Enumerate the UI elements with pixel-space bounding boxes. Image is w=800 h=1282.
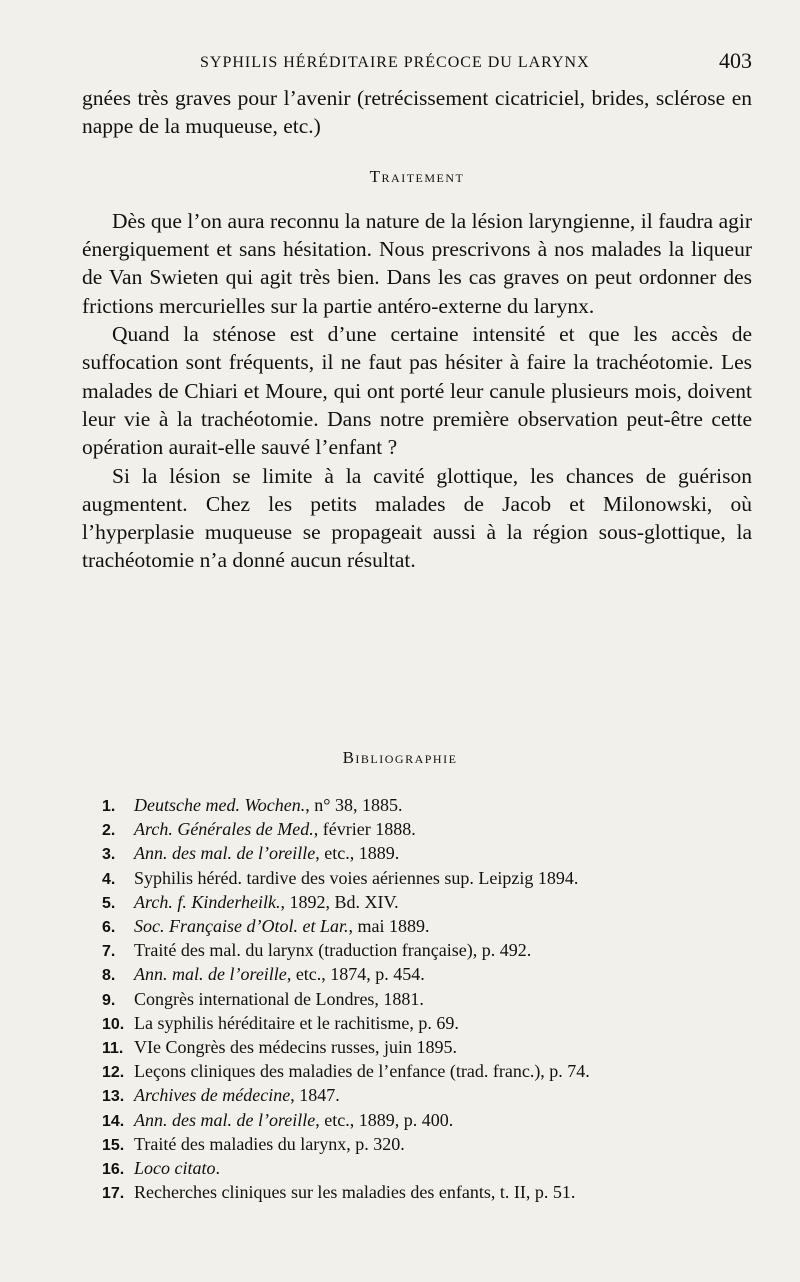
bibliography-entry bbox=[102, 1181, 762, 1205]
bibliography-entry bbox=[102, 891, 762, 915]
bibliography-entry bbox=[102, 1060, 762, 1084]
bibliography-entry bbox=[102, 939, 762, 963]
entry-number: 1. bbox=[102, 798, 116, 815]
bibliography-entry bbox=[102, 1036, 762, 1060]
entry-number: 16. bbox=[102, 1161, 125, 1179]
bibliography-entry bbox=[102, 963, 762, 987]
entry-source: Deutsche med. Wochen. bbox=[134, 795, 306, 815]
section-title: Traitement bbox=[369, 166, 465, 186]
entry-number: 15. bbox=[102, 1136, 125, 1154]
entry-details: , 1847. bbox=[290, 1085, 340, 1106]
entry-details: Traité des maladies du larynx, p. 320. bbox=[134, 1133, 405, 1154]
bibliography-title: Bibliographie bbox=[342, 748, 458, 767]
bibliography-entry bbox=[102, 867, 762, 891]
entry-details: Recherches cliniques sur les maladies des enfants, t. II, p. 51. bbox=[134, 1182, 576, 1203]
entry-details: , n° 38, 1885. bbox=[305, 795, 403, 815]
entry-source: Arch. f. Kinderheilk. bbox=[134, 891, 281, 912]
bibliography-entry bbox=[102, 794, 762, 818]
entry-details: , etc., 1874, p. 454. bbox=[286, 964, 425, 985]
entry-details: , etc., 1889. bbox=[315, 843, 400, 864]
entry-details: , 1892, Bd. XIV. bbox=[280, 891, 399, 912]
entry-source: Soc. Française d’Otol. et Lar. bbox=[134, 916, 349, 937]
entry-number: 13. bbox=[102, 1088, 125, 1106]
entry-details: , mai 1889. bbox=[348, 916, 430, 937]
entry-source: Archives de médecine bbox=[134, 1085, 291, 1106]
entry-details: Traité des mal. du larynx (traduction française), p. 492. bbox=[134, 940, 532, 961]
paragraph: Si la lésion se limite à la cavité glottique, les chances de guérison augmentent. Chez les petits malades de Jacob et Milonowski, où l’hyperplasie muqueuse se propageait aussi à la région sous-glottique, la trachéotomie n’a donné aucun résultat. bbox=[82, 463, 752, 573]
entry-number: 10. bbox=[102, 1015, 125, 1033]
entry-number: 3. bbox=[102, 846, 116, 864]
bibliography-entry bbox=[102, 1133, 762, 1157]
entry-source: Ann. mal. de l’oreille bbox=[134, 964, 287, 985]
entry-details: , etc., 1889, p. 400. bbox=[315, 1109, 454, 1130]
entry-details: . bbox=[215, 1158, 220, 1179]
paragraph: Quand la sténose est d’une certaine intensité et que les accès de suffocation sont fréquents, il ne faut pas hésiter à faire la trachéotomie. Les malades de Chiari et Moure, qui ont porté leur canule plusieurs mois, doivent leur vie à la trachéotomie. Dans notre première observation peut-être cette opération aurait-elle sauvé l’enfant ? bbox=[82, 322, 752, 460]
entry-details: VIe Congrès des médecins russes, juin 1895. bbox=[134, 1037, 457, 1058]
entry-details: Congrès international de Londres, 1881. bbox=[134, 988, 424, 1009]
paragraph: gnées très graves pour l’avenir (retrécissement cicatriciel, brides, sclérose en nappe de la muqueuse, etc.) bbox=[82, 86, 752, 139]
entry-number: 5. bbox=[102, 894, 116, 912]
entry-details: Syphilis héréd. tardive des voies aériennes sup. Leipzig 1894. bbox=[134, 867, 579, 888]
entry-source: Ann. des mal. de l’oreille bbox=[134, 843, 316, 864]
entry-source: Ann. des mal. de l’oreille bbox=[134, 1109, 316, 1130]
entry-number: 9. bbox=[102, 991, 116, 1009]
entry-source: Loco citato bbox=[134, 1158, 216, 1179]
bibliography-entry bbox=[102, 1109, 762, 1133]
entry-details: , février 1888. bbox=[313, 819, 416, 840]
bibliography-entry bbox=[102, 1157, 762, 1181]
entry-number: 8. bbox=[102, 967, 116, 985]
bibliography-entry bbox=[102, 915, 762, 939]
entry-number: 4. bbox=[102, 870, 116, 888]
entry-number: 11. bbox=[102, 1040, 124, 1058]
entry-number: 7. bbox=[102, 943, 116, 961]
body-text bbox=[82, 84, 752, 575]
bibliography-list bbox=[102, 794, 762, 1205]
bibliography-entry bbox=[102, 818, 762, 842]
entry-details: La syphilis héréditaire et le rachitisme, p. 69. bbox=[134, 1012, 459, 1033]
entry-number: 17. bbox=[102, 1185, 125, 1203]
entry-number: 6. bbox=[102, 919, 116, 937]
bibliography-entry bbox=[102, 842, 762, 866]
entry-number: 2. bbox=[102, 822, 116, 840]
bibliography-entry bbox=[102, 988, 762, 1012]
entry-details: Leçons cliniques des maladies de l’enfance (trad. franc.), p. 74. bbox=[134, 1061, 590, 1082]
entry-source: Arch. Générales de Med. bbox=[134, 819, 314, 840]
entry-number: 12. bbox=[102, 1064, 125, 1082]
entry-number: 14. bbox=[102, 1112, 125, 1130]
bibliography-entry bbox=[102, 1084, 762, 1108]
page-header bbox=[82, 48, 752, 78]
running-title: SYPHILIS HÉRÉDITAIRE PRÉCOCE DU LARYNX bbox=[200, 54, 590, 71]
page-number: 403 bbox=[719, 48, 752, 73]
bibliography-entry bbox=[102, 1012, 762, 1036]
paragraph: Dès que l’on aura reconnu la nature de la lésion laryngienne, il faudra agir énergiquement et sans hésitation. Nous prescrivons à nos malades la liqueur de Van Swieten qui agit très bien. Dans les cas graves on peut ordonner des frictions mercurielles sur la partie antéro-externe du larynx. bbox=[82, 208, 752, 318]
